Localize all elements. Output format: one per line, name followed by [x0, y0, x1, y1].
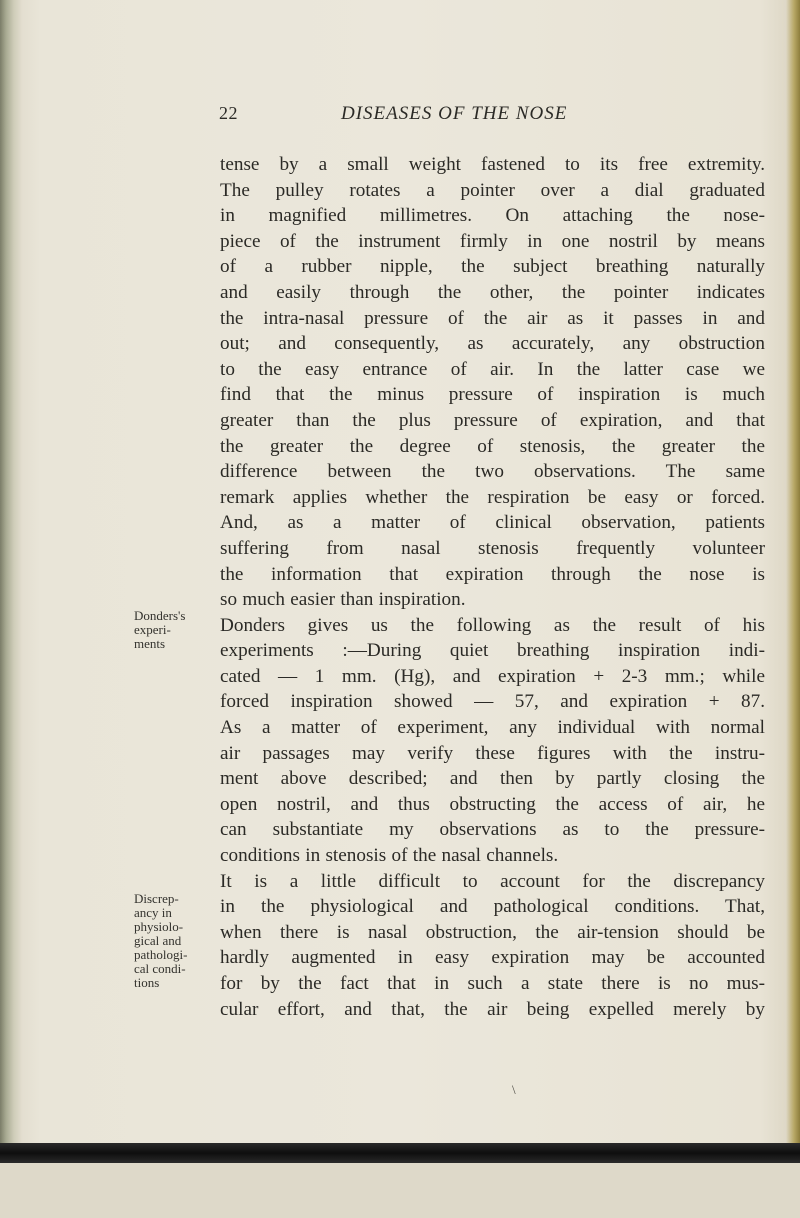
- margin-note-line: ments: [134, 636, 166, 651]
- running-head: [219, 103, 799, 129]
- text-line: find that the minus pressure of inspiration is much: [220, 384, 765, 406]
- text-line: remark applies whether the respiration be easy or forced.: [220, 486, 765, 508]
- footer-mark: \: [512, 1082, 516, 1097]
- margin-note-line: ancy in: [134, 905, 172, 920]
- text-line: to the easy entrance of air. In the latter case we: [220, 358, 765, 380]
- text-line: cular effort, and that, the air being expelled merely by: [220, 998, 765, 1020]
- text-line: Donders gives us the following as the result of his: [220, 614, 765, 636]
- text-line: suffering from nasal stenosis frequently volunteer: [220, 537, 765, 559]
- text-line: open nostril, and thus obstructing the access of air, he: [220, 793, 765, 815]
- text-line: greater than the plus pressure of expiration, and that: [220, 409, 765, 431]
- margin-note-line: physiolo-: [134, 919, 184, 934]
- running-title: DISEASES OF THE NOSE: [341, 103, 568, 124]
- margin-note-line: Donders's: [134, 608, 186, 623]
- text-line: hardly augmented in easy expiration may be accounted: [220, 947, 765, 969]
- text-line: cated — 1 mm. (Hg), and expiration + 2-3 mm.; while: [220, 665, 765, 687]
- text-line: and easily through the other, the pointer indicates: [220, 281, 765, 303]
- text-line: And, as a matter of clinical observation, patients: [220, 512, 765, 534]
- text-line: so much easier than inspiration.: [220, 589, 466, 611]
- body-text: [220, 152, 765, 1022]
- text-line: can substantiate my observations as to the pressure-: [220, 819, 765, 841]
- text-line: air passages may verify these figures with the instru-: [220, 742, 765, 764]
- text-line: for by the fact that in such a state there is no mus-: [220, 973, 765, 994]
- margin-note-line: pathologi-: [134, 947, 188, 962]
- page-edge: [786, 0, 800, 1218]
- text-line: the greater the degree of stenosis, the greater the: [220, 435, 765, 457]
- page-bottom-margin: [0, 1163, 800, 1218]
- text-line: the intra-nasal pressure of the air as it passes in and: [220, 307, 765, 329]
- text-line: in magnified millimetres. On attaching the nose-: [220, 205, 765, 227]
- text-line: when there is nasal obstruction, the air-tension should be: [220, 921, 765, 943]
- text-line: the information that expiration through the nose is: [220, 563, 765, 585]
- page-number: 22: [219, 103, 238, 123]
- scan-shadow-band: [0, 1143, 800, 1163]
- text-line: forced inspiration showed — 57, and expiration + 87.: [220, 691, 765, 713]
- margin-note-line: cal condi-: [134, 961, 186, 976]
- text-line: ment above described; and then by partly closing the: [220, 768, 765, 790]
- margin-note-line: gical and: [134, 933, 182, 948]
- margin-note-line: experi-: [134, 622, 171, 637]
- margin-note-line: tions: [134, 975, 160, 990]
- text-line: The pulley rotates a pointer over a dial graduated: [220, 179, 765, 201]
- text-line: conditions in stenosis of the nasal channels.: [220, 845, 559, 867]
- text-line: out; and consequently, as accurately, any obstruction: [220, 333, 765, 355]
- margin-note-line: Discrep-: [134, 891, 179, 906]
- text-line: piece of the instrument firmly in one nostril by means: [220, 230, 765, 252]
- text-line: It is a little difficult to account for the discrepancy: [220, 870, 765, 892]
- binding-edge: [0, 0, 22, 1218]
- text-line: experiments :—During quiet breathing inspiration indi-: [220, 640, 765, 662]
- margin-note-discrepancy: [134, 892, 216, 990]
- text-line: in the physiological and pathological conditions. That,: [220, 896, 765, 918]
- text-line: tense by a small weight fastened to its free extremity.: [220, 154, 765, 175]
- text-line: difference between the two observations. The same: [220, 461, 765, 483]
- text-line: of a rubber nipple, the subject breathing naturally: [220, 256, 765, 278]
- text-line: As a matter of experiment, any individual with normal: [220, 717, 765, 739]
- margin-note-donders: [134, 609, 216, 651]
